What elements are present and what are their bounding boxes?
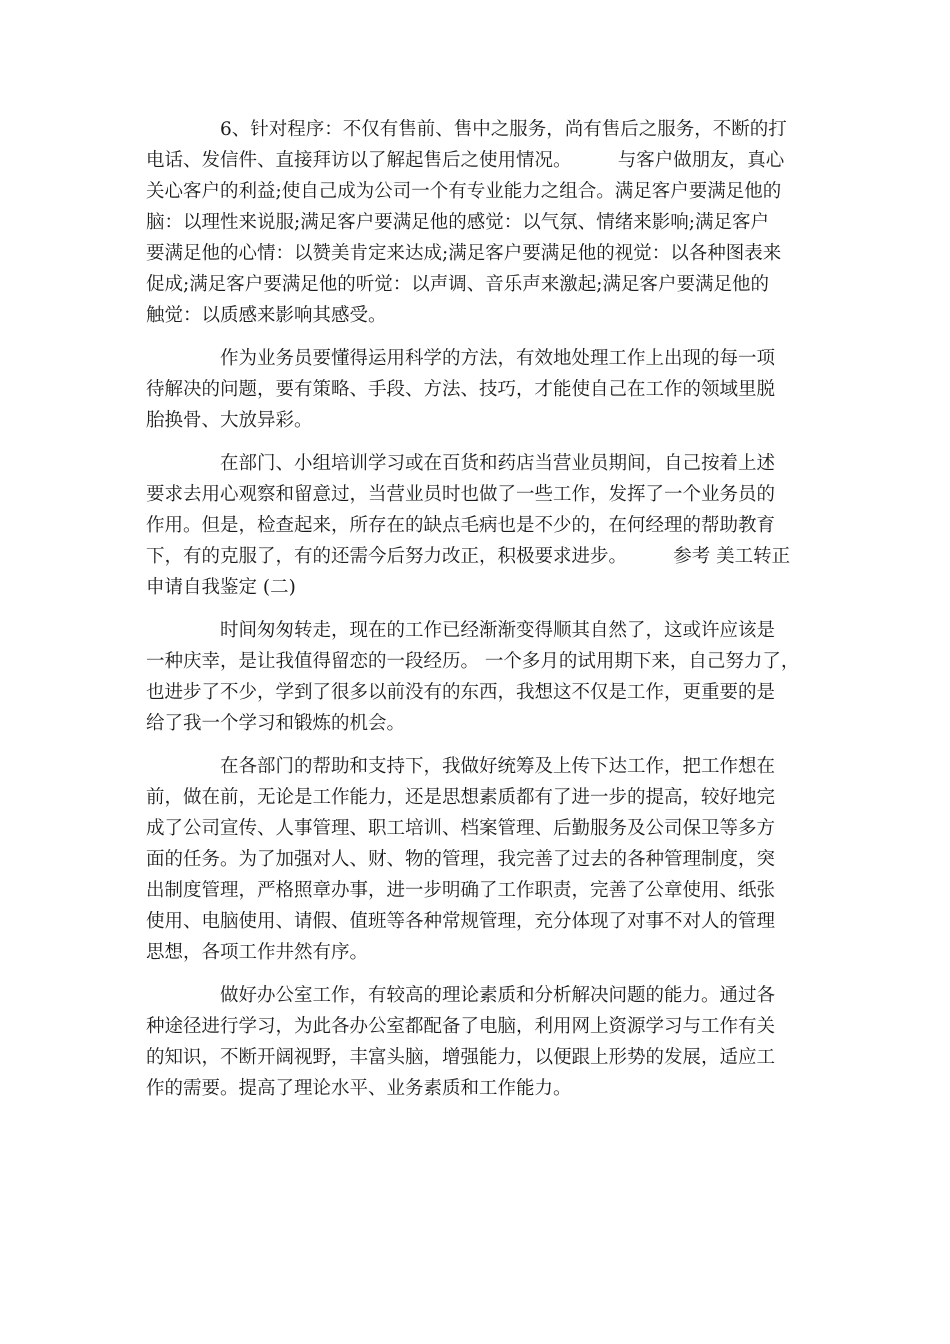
paragraph-line: 触觉：以质感来影响其感受。 <box>146 305 387 326</box>
paragraph-line: 下，有的克服了，有的还需今后努力改正，积极要求进步。 参考 美工转正 <box>146 546 791 567</box>
paragraph-line: 6、针对程序：不仅有售前、售中之服务，尚有售后之服务，不断的打 <box>146 119 787 140</box>
paragraph-line: 一种庆幸，是让我值得留恋的一段经历。 一个多月的试用期下来，自己努力了， <box>146 651 800 672</box>
paragraph-line: 在各部门的帮助和支持下，我做好统筹及上传下达工作，把工作想在 <box>146 756 776 777</box>
paragraph-spacer <box>146 739 826 751</box>
paragraph-line: 面的任务。为了加强对人、财、物的管理，我完善了过去的各种管理制度，突 <box>146 849 776 870</box>
paragraph <box>146 751 826 968</box>
paragraph-line: 在部门、小组培训学习或在百货和药店当营业员期间，自己按着上述 <box>146 453 776 474</box>
paragraph-line: 电话、发信件、直接拜访以了解起售后之使用情况。 与客户做朋友，真心 <box>146 150 785 171</box>
paragraph-line: 促成;满足客户要满足他的听觉：以声调、音乐声来激起;满足客户要满足他的 <box>146 274 769 295</box>
paragraph <box>146 114 826 331</box>
paragraph-line: 胎换骨、大放异彩。 <box>146 410 313 431</box>
paragraph-line: 出制度管理，严格照章办事，进一步明确了工作职责，完善了公章使用、纸张 <box>146 880 776 901</box>
paragraph-line: 也进步了不少，学到了很多以前没有的东西，我想这不仅是工作，更重要的是 <box>146 682 776 703</box>
paragraph-line: 申请自我鉴定 (二) <box>146 577 296 598</box>
paragraph-line: 前，做在前，无论是工作能力，还是思想素质都有了进一步的提高，较好地完 <box>146 787 776 808</box>
paragraph-line: 给了我一个学习和锻炼的机会。 <box>146 713 406 734</box>
paragraph-spacer <box>146 331 826 343</box>
paragraph-line: 待解决的问题，要有策略、手段、方法、技巧，才能使自己在工作的领域里脱 <box>146 379 776 400</box>
paragraph-line: 要满足他的心情：以赞美肯定来达成;满足客户要满足他的视觉：以各种图表来 <box>146 243 782 264</box>
paragraph-line: 要求去用心观察和留意过，当营业员时也做了一些工作，发挥了一个业务员的 <box>146 484 776 505</box>
paragraph <box>146 980 826 1104</box>
document-body <box>146 114 826 1104</box>
paragraph-line: 种途径进行学习，为此各办公室都配备了电脑，利用网上资源学习与工作有关 <box>146 1016 776 1037</box>
paragraph-line: 的知识，不断开阔视野，丰富头脑，增强能力，以便跟上形势的发展，适应工 <box>146 1047 776 1068</box>
paragraph-line: 作的需要。提高了理论水平、业务素质和工作能力。 <box>146 1078 572 1099</box>
paragraph <box>146 615 826 739</box>
paragraph-line: 作用。但是，检查起来，所存在的缺点毛病也是不少的，在何经理的帮助教育 <box>146 515 776 536</box>
paragraph-line: 脑：以理性来说服;满足客户要满足他的感觉：以气氛、情绪来影响;满足客户 <box>146 212 769 233</box>
paragraph-spacer <box>146 436 826 448</box>
paragraph-spacer <box>146 603 826 615</box>
paragraph <box>146 343 826 436</box>
paragraph-line: 时间匆匆转走，现在的工作已经渐渐变得顺其自然了，这或许应该是 <box>146 620 776 641</box>
paragraph <box>146 448 826 603</box>
paragraph-line: 思想，各项工作井然有序。 <box>146 942 369 963</box>
paragraph-line: 使用、电脑使用、请假、值班等各种常规管理，充分体现了对事不对人的管理 <box>146 911 776 932</box>
paragraph-line: 成了公司宣传、人事管理、职工培训、档案管理、后勤服务及公司保卫等多方 <box>146 818 776 839</box>
paragraph-spacer <box>146 968 826 980</box>
paragraph-line: 作为业务员要懂得运用科学的方法，有效地处理工作上出现的每一项 <box>146 348 776 369</box>
paragraph-line: 关心客户的利益;使自己成为公司一个有专业能力之组合。满足客户要满足他的 <box>146 181 782 202</box>
paragraph-line: 做好办公室工作，有较高的理论素质和分析解决问题的能力。通过各 <box>146 985 776 1006</box>
